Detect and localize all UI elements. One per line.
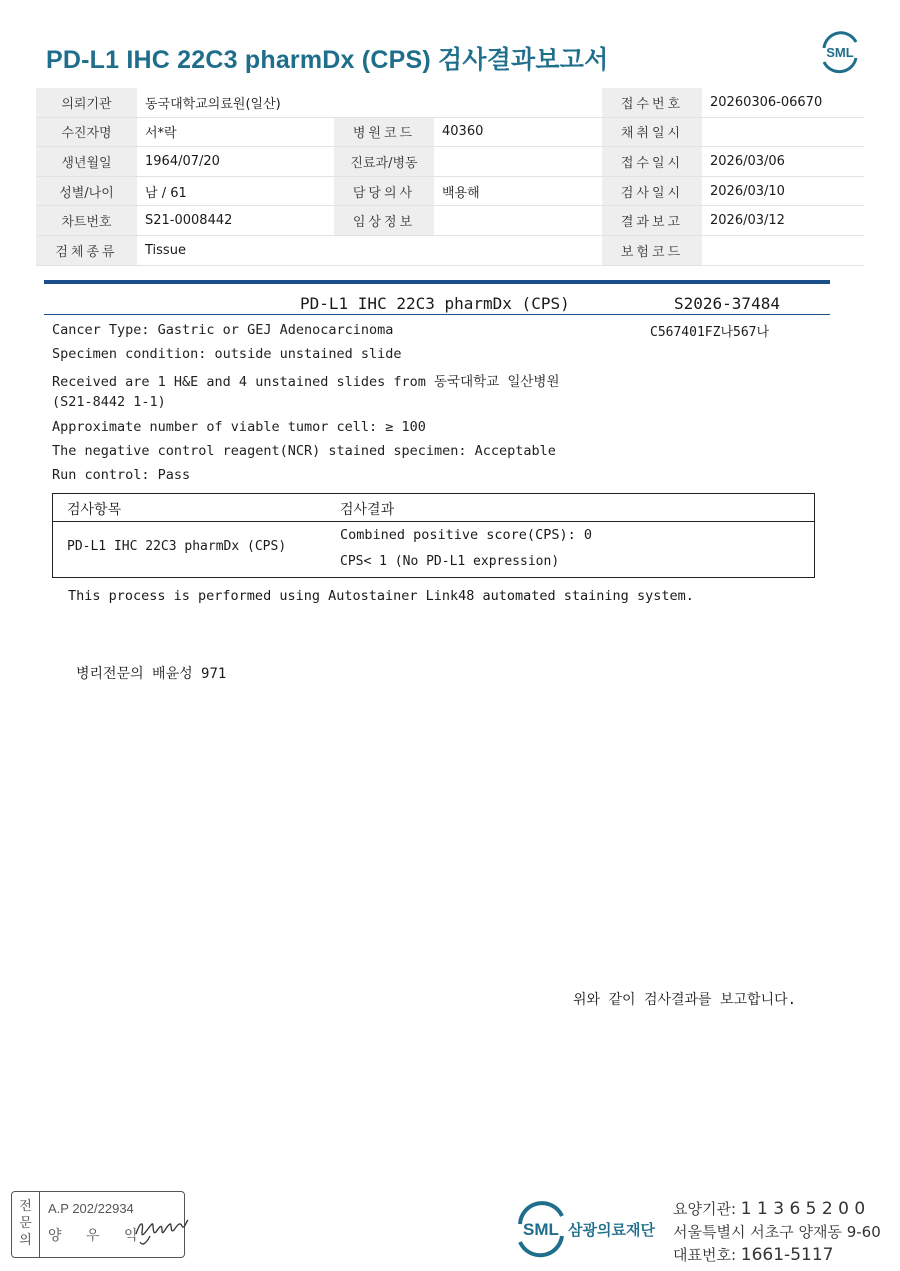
receipt-no-value: 20260306-06670: [702, 88, 864, 117]
receipt-date-label: 접수일시: [602, 147, 702, 177]
result-interpretation: CPS< 1 (No PD-L1 expression): [340, 554, 560, 569]
report-title: PD-L1 IHC 22C3 pharmDx (CPS) 검사결과보고서: [46, 46, 609, 74]
stamp-license: A.P 202/22934: [48, 1201, 134, 1216]
sub-code: C567401FZ나567나: [650, 325, 770, 340]
clinical-value: [434, 206, 602, 236]
result-score: Combined positive score(CPS): 0: [340, 527, 592, 543]
section-divider: [44, 280, 830, 284]
report-line: (S21-8442 1-1): [52, 394, 166, 410]
pathologist-signature: 병리전문의 배윤성 971: [76, 666, 227, 682]
title-underline: [44, 314, 830, 315]
institution-label: 의뢰기관: [36, 88, 137, 117]
doctor-label: 담당의사: [334, 176, 434, 206]
report-line: Cancer Type: Gastric or GEJ Adenocarcinoma: [52, 322, 394, 338]
sml-logo-text: SML: [826, 45, 854, 60]
insurance-label: 보험코드: [602, 235, 702, 265]
insurance-value: [702, 235, 864, 265]
report-code: S2026-37484: [674, 294, 780, 313]
sml-footer-logo: [510, 1198, 572, 1260]
report-date-value: 2026/03/12: [702, 206, 864, 236]
stamp-side-char: 전문의: [19, 1199, 32, 1248]
sex-age-value: 남 / 61: [137, 176, 334, 206]
report-line: The negative control reagent(NCR) stained specimen: Acceptable: [52, 443, 556, 459]
sml-logo: [816, 28, 864, 76]
phone-value: 1661-5117: [740, 1245, 834, 1265]
hospital-code-label: 병원코드: [334, 117, 434, 147]
closing-statement: 위와 같이 검사결과를 보고합니다.: [573, 992, 797, 1008]
hospital-code-value: 40360: [434, 117, 602, 147]
test-date-label: 검사일시: [602, 176, 702, 206]
collection-date-label: 채취일시: [602, 117, 702, 147]
stamp-name: 양 우 익: [48, 1228, 148, 1244]
stamp-side-label: [12, 1192, 40, 1257]
patient-label: 수진자명: [36, 117, 137, 147]
institution-value: 동국대학교의료원(일산): [137, 88, 602, 117]
test-title: PD-L1 IHC 22C3 pharmDx (CPS): [300, 294, 570, 313]
specimen-value: Tissue: [137, 235, 602, 265]
address: 서울특별시 서초구 양재동 9-60: [673, 1223, 881, 1241]
dept-value: [434, 147, 602, 177]
phone-number: [673, 1244, 833, 1265]
birth-value: 1964/07/20: [137, 147, 334, 177]
clinical-label: 임상정보: [334, 206, 434, 236]
sml-footer-logo-text: SML: [523, 1220, 559, 1239]
col-item-header: 검사항목: [67, 502, 122, 518]
result-table-header: [53, 494, 814, 522]
receipt-no-label: 접수번호: [602, 88, 702, 117]
report-line: Run control: Pass: [52, 467, 191, 483]
provider-number: [673, 1198, 865, 1219]
receipt-date-value: 2026/03/06: [702, 147, 864, 177]
chart-label: 차트번호: [36, 206, 137, 236]
test-item: PD-L1 IHC 22C3 pharmDx (CPS): [67, 539, 287, 554]
report-line: Received are 1 H&E and 4 unstained slides from 동국대학교 일산병원: [52, 374, 560, 390]
foundation-name: 삼광의료재단: [568, 1221, 655, 1239]
phone-label: 대표번호:: [673, 1246, 737, 1264]
report-line: Approximate number of viable tumor cell: ≥ 100: [52, 419, 426, 435]
provider-label: 요양기관:: [673, 1200, 737, 1218]
method-note: This process is performed using Autostainer Link48 automated staining system.: [68, 588, 694, 604]
report-date-label: 결과보고: [602, 206, 702, 236]
chart-value: S21-0008442: [137, 206, 334, 236]
test-date-value: 2026/03/10: [702, 176, 864, 206]
sex-age-label: 성별/나이: [36, 176, 137, 206]
provider-value: 1 1 3 6 5 2 0 0: [740, 1199, 866, 1219]
specialist-stamp: [11, 1191, 185, 1258]
result-table: [52, 493, 815, 578]
birth-label: 생년월일: [36, 147, 137, 177]
dept-label: 진료과/병동: [334, 147, 434, 177]
collection-date-value: [702, 117, 864, 147]
patient-info-table: [36, 88, 864, 266]
doctor-value: 백용해: [434, 176, 602, 206]
col-result-header: 검사결과: [340, 502, 395, 518]
handwritten-signature: [132, 1212, 190, 1248]
patient-value: 서*락: [137, 117, 334, 147]
report-line: Specimen condition: outside unstained slide: [52, 346, 402, 362]
specimen-label: 검체종류: [36, 235, 137, 265]
